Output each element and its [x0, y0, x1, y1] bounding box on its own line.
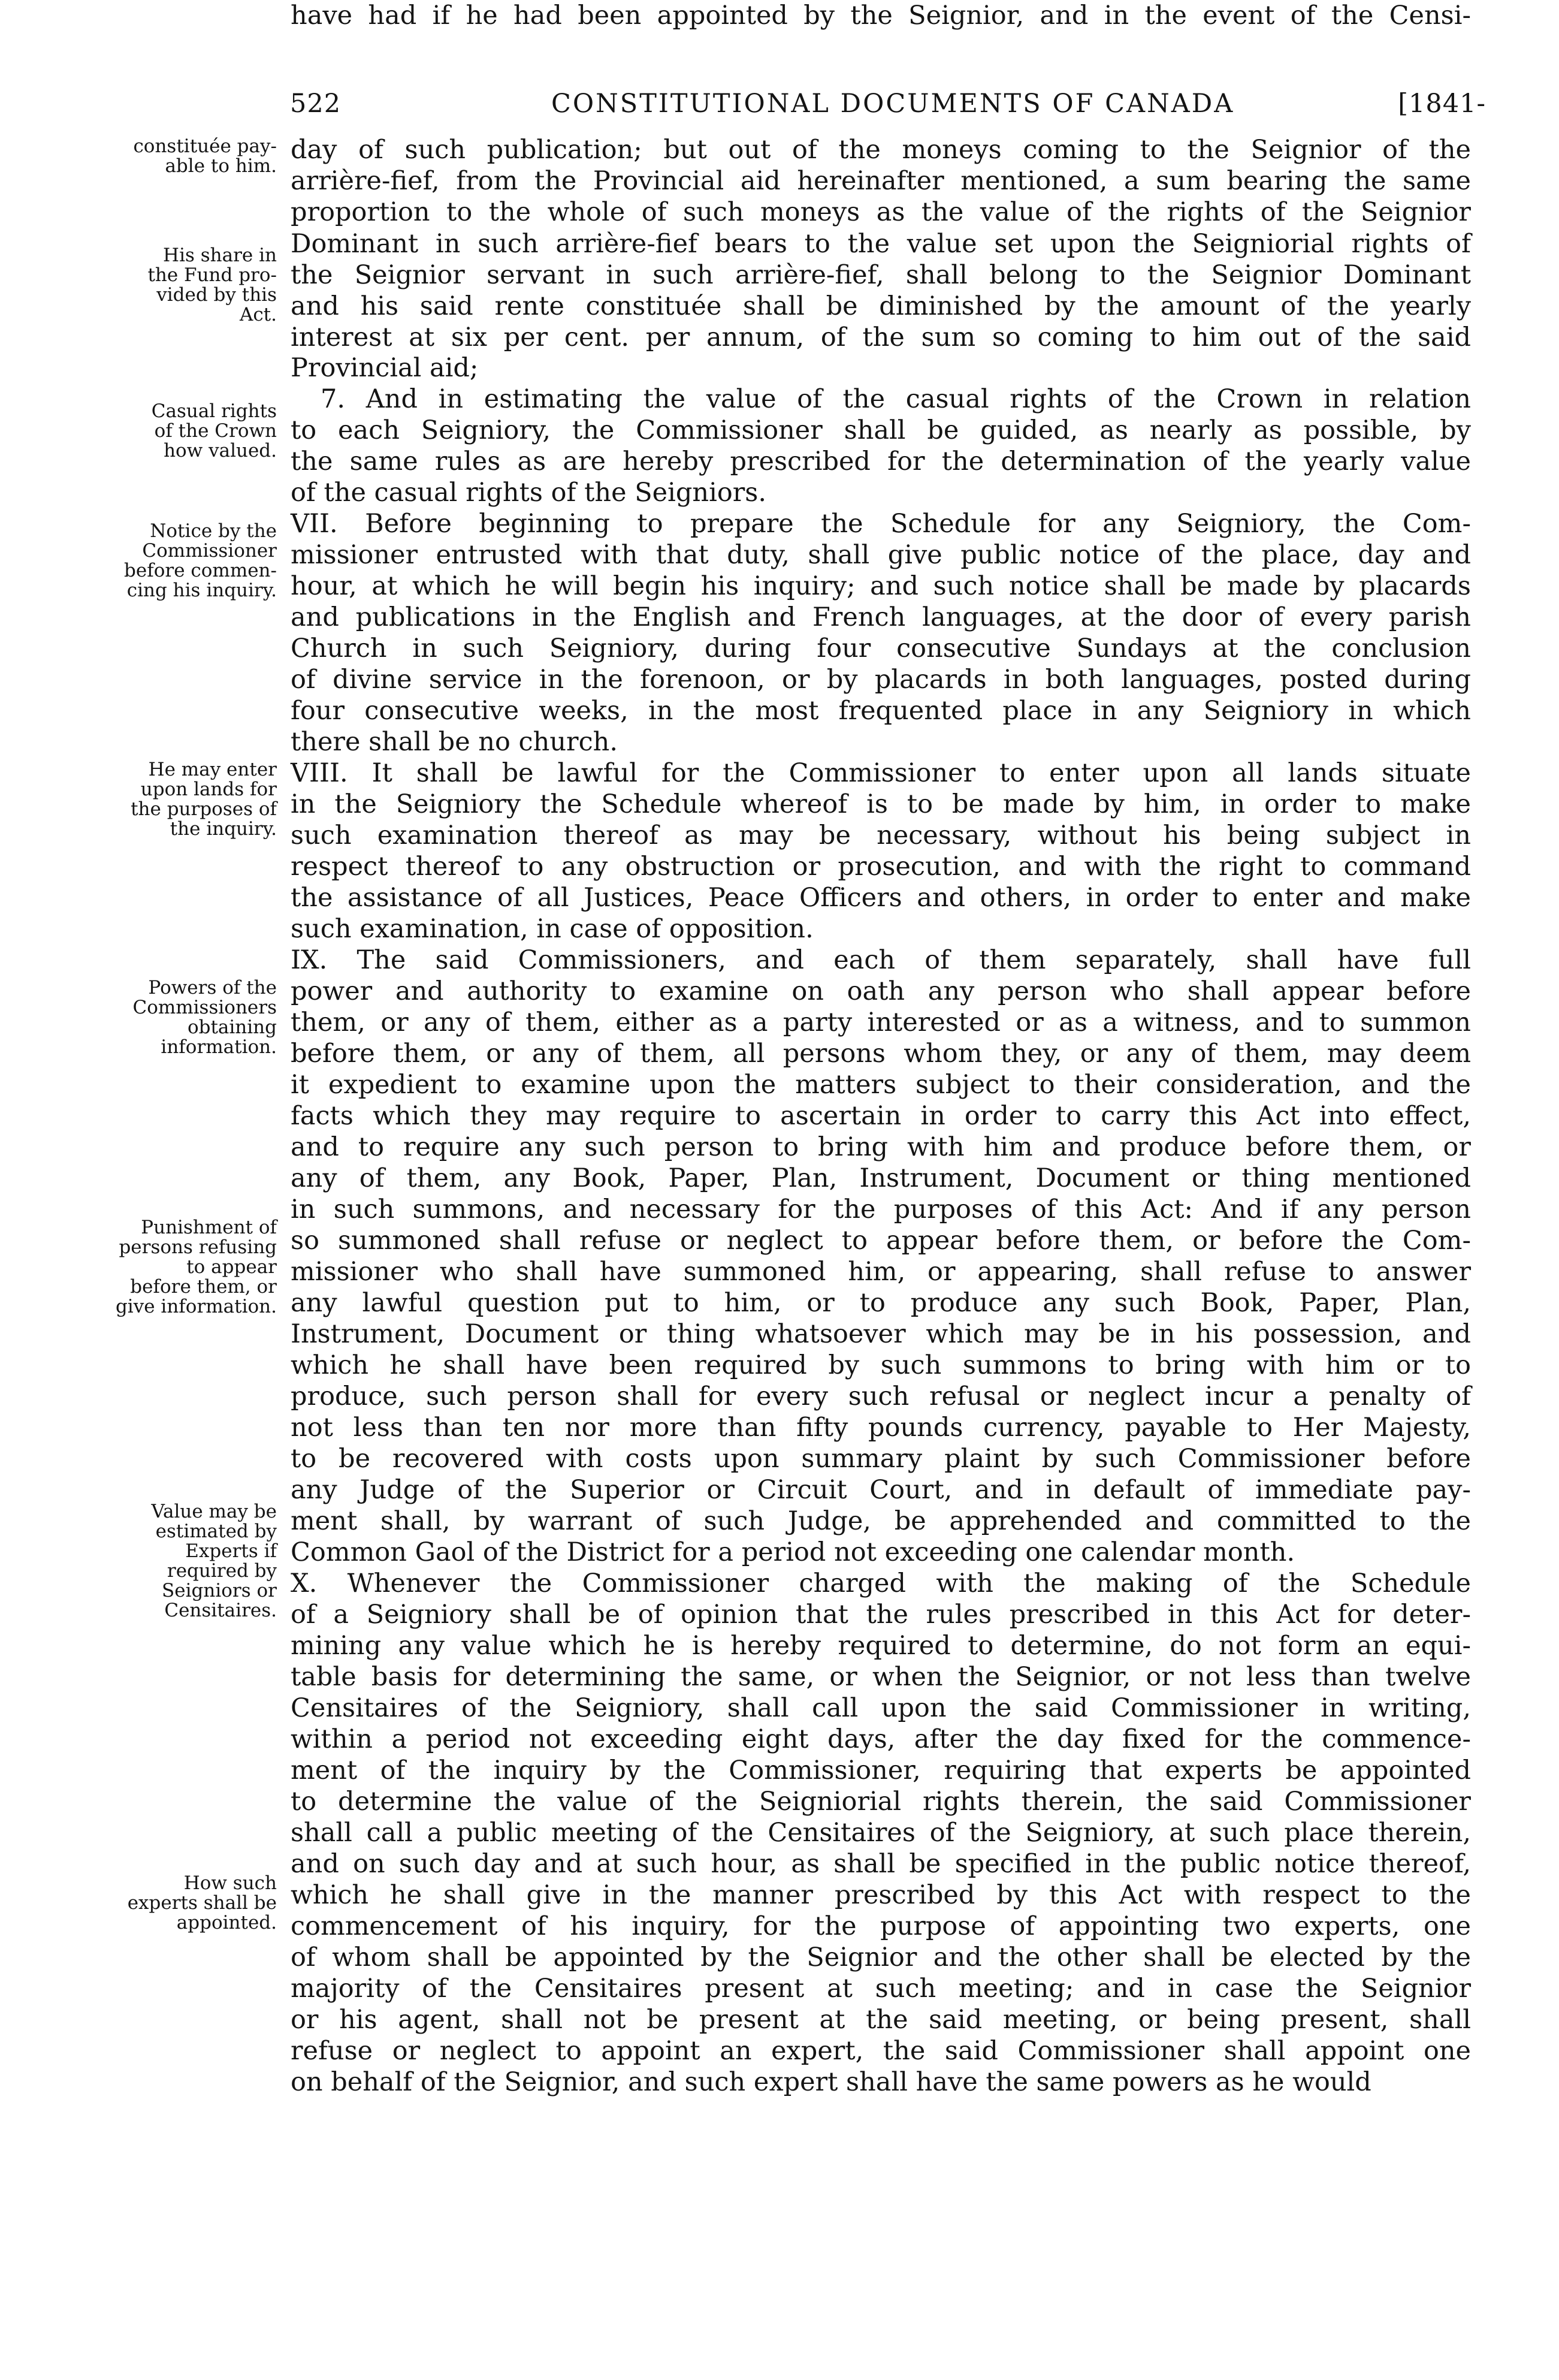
- margin-note-line: Commissioner: [142, 540, 277, 562]
- margin-note-line: He may enter: [148, 759, 277, 780]
- margin-note: [49, 1218, 277, 1317]
- margin-note-line: give information.: [115, 1296, 277, 1317]
- body-line: missioner who shall have summoned him, or appearing, shall refuse to answer: [291, 1257, 1471, 1287]
- body-line: commencement of his inquiry, for the purpose of appointing two experts, one: [291, 1911, 1471, 1941]
- margin-note: [49, 521, 277, 601]
- margin-note-line: Commissioners: [132, 997, 277, 1018]
- year-marker: [1841-: [1398, 89, 1486, 119]
- body-line: to be recovered with costs upon summary plaint by such Commissioner before: [291, 1444, 1471, 1474]
- margin-note-line: Censitaires.: [164, 1600, 277, 1621]
- margin-note-line: to appear: [186, 1256, 277, 1278]
- body-line: before them, or any of them, all persons whom they, or any of them, may deem: [291, 1039, 1471, 1069]
- body-line: VII. Before beginning to prepare the Schedule for any Seigniory, the Com-: [291, 509, 1471, 539]
- margin-note-line: Casual rights: [151, 400, 277, 422]
- margin-note-line: Seigniors or: [162, 1580, 277, 1601]
- margin-note-line: able to him.: [165, 155, 277, 177]
- margin-note-line: constituée pay-: [133, 135, 277, 157]
- body-line: facts which they may require to ascertain in order to carry this Act into effect,: [291, 1101, 1471, 1131]
- body-line: power and authority to examine on oath any person who shall appear before: [291, 976, 1471, 1006]
- body-line: 7. And in estimating the value of the casual rights of the Crown in relation: [321, 384, 1471, 414]
- body-line: such examination thereof as may be necessary, without his being subject in: [291, 821, 1471, 850]
- margin-note-line: of the Crown: [154, 420, 277, 442]
- margin-note-line: Punishment of: [141, 1217, 277, 1238]
- body-line: and to require any such person to bring with him and produce before them, or: [291, 1132, 1471, 1162]
- margin-note: [49, 402, 277, 461]
- body-line: mining any value which he is hereby required to determine, do not form an equi-: [291, 1631, 1471, 1661]
- body-line: Provincial aid;: [291, 353, 479, 383]
- body-line: of divine service in the forenoon, or by placards in both languages, posted during: [291, 665, 1471, 695]
- body-line: it expedient to examine upon the matters subject to their consideration, and the: [291, 1070, 1471, 1100]
- body-line: of the casual rights of the Seigniors.: [291, 478, 767, 508]
- body-line: have had if he had been appointed by the Seignior, and in the event of the Censi-: [291, 1, 1471, 31]
- body-line: IX. The said Commissioners, and each of them separately, shall have full: [291, 945, 1471, 975]
- body-line: shall call a public meeting of the Censitaires of the Seigniory, at such place therein,: [291, 1818, 1471, 1848]
- body-line: in such summons, and necessary for the purposes of this Act: And if any person: [291, 1194, 1471, 1224]
- body-line: so summoned shall refuse or neglect to appear before them, or before the Com-: [291, 1226, 1471, 1256]
- body-line: them, or any of them, either as a party interested or as a witness, and to summon: [291, 1007, 1471, 1037]
- margin-note-line: the Fund pro-: [147, 264, 277, 286]
- body-line: missioner entrusted with that duty, shall give public notice of the place, day and: [291, 540, 1471, 570]
- margin-note-line: His share in: [163, 245, 277, 266]
- margin-note-line: estimated by: [155, 1521, 277, 1542]
- margin-note-line: persons refusing: [119, 1236, 277, 1258]
- body-line: majority of the Censitaires present at such meeting; and in case the Seignior: [291, 1974, 1471, 2004]
- body-line: hour, at which he will begin his inquiry; and such notice shall be made by placards: [291, 571, 1471, 601]
- running-title: CONSTITUTIONAL DOCUMENTS OF CANADA: [551, 89, 1235, 119]
- margin-note-line: before commen-: [124, 560, 277, 581]
- body-line: any Judge of the Superior or Circuit Court, and in default of immediate pay-: [291, 1475, 1471, 1505]
- body-line: on behalf of the Seignior, and such expert shall have the same powers as he would: [291, 2067, 1371, 2097]
- body-line: four consecutive weeks, in the most frequented place in any Seigniory in which: [291, 696, 1471, 726]
- body-line: Dominant in such arrière-fief bears to the value set upon the Seigniorial rights of: [291, 229, 1471, 259]
- page-number: 522: [290, 89, 342, 119]
- margin-note-line: cing his inquiry.: [126, 580, 277, 601]
- margin-note-line: Notice by the: [150, 520, 277, 542]
- body-line: ment shall, by warrant of such Judge, be apprehended and committed to the: [291, 1506, 1471, 1536]
- body-line: refuse or neglect to appoint an expert, the said Commissioner shall appoint one: [291, 2036, 1471, 2066]
- body-line: and publications in the English and French languages, at the door of every parish: [291, 602, 1471, 632]
- margin-note-line: experts shall be: [127, 1892, 277, 1914]
- body-line: day of such publication; but out of the moneys coming to the Seignior of the: [291, 135, 1471, 165]
- page-header: [288, 89, 1486, 131]
- margin-note: [49, 1502, 277, 1621]
- margin-note: [49, 978, 277, 1057]
- body-line: proportion to the whole of such moneys as the value of the rights of the Seignior: [291, 197, 1471, 227]
- body-line: interest at six per cent. per annum, of the sum so coming to him out of the said: [291, 322, 1471, 352]
- body-line: Censitaires of the Seigniory, shall call upon the said Commissioner in writing,: [291, 1693, 1471, 1723]
- margin-note-line: information.: [161, 1036, 277, 1058]
- margin-note-line: how valued.: [164, 440, 277, 461]
- margin-note-line: Powers of the: [148, 977, 277, 999]
- body-line: of a Seigniory shall be of opinion that the rules prescribed in this Act for deter-: [291, 1600, 1471, 1630]
- margin-note-line: the purposes of: [131, 798, 277, 820]
- margin-note-line: before them, or: [130, 1276, 277, 1298]
- body-line: table basis for determining the same, or when the Seignior, or not less than twelve: [291, 1662, 1471, 1692]
- body-line: within a period not exceeding eight days, after the day fixed for the commence-: [291, 1724, 1471, 1754]
- margin-note-line: How such: [183, 1872, 277, 1894]
- margin-note-line: the inquiry.: [170, 818, 277, 840]
- body-line: any of them, any Book, Paper, Plan, Instrument, Document or thing mentioned: [291, 1163, 1471, 1193]
- body-line: ment of the inquiry by the Commissioner, requiring that experts be appointed: [291, 1755, 1471, 1785]
- body-line: which he shall give in the manner prescribed by this Act with respect to the: [291, 1880, 1471, 1910]
- body-line: and his said rente constituée shall be diminished by the amount of the yearly: [291, 291, 1471, 321]
- body-line: there shall be no church.: [291, 727, 618, 757]
- margin-note-line: obtaining: [187, 1016, 277, 1038]
- body-line: which he shall have been required by such summons to bring with him or to: [291, 1350, 1471, 1380]
- body-line: the assistance of all Justices, Peace Officers and others, in order to enter and make: [291, 883, 1471, 913]
- body-line: to determine the value of the Seigniorial rights therein, the said Commissioner: [291, 1787, 1471, 1817]
- body-line: Common Gaol of the District for a period not exceeding one calendar month.: [291, 1537, 1295, 1567]
- body-line: not less than ten nor more than fifty pounds currency, payable to Her Majesty,: [291, 1413, 1471, 1443]
- margin-note-line: appointed.: [176, 1912, 277, 1933]
- body-line: X. Whenever the Commissioner charged with the making of the Schedule: [291, 1568, 1471, 1598]
- body-line: Instrument, Document or thing whatsoever which may be in his possession, and: [291, 1319, 1471, 1349]
- margin-note-line: required by: [167, 1560, 277, 1582]
- margin-note-line: Act.: [239, 304, 277, 325]
- margin-note-line: upon lands for: [140, 779, 277, 800]
- body-line: any lawful question put to him, or to produce any such Book, Paper, Plan,: [291, 1288, 1471, 1318]
- margin-note-line: Experts if: [185, 1540, 277, 1562]
- body-line: arrière-fief, from the Provincial aid hereinafter mentioned, a sum bearing the same: [291, 166, 1471, 196]
- body-line: and on such day and at such hour, as shall be specified in the public notice thereof,: [291, 1849, 1471, 1879]
- body-line: or his agent, shall not be present at the said meeting, or being present, shall: [291, 2005, 1471, 2035]
- body-line: of whom shall be appointed by the Seignior and the other shall be elected by the: [291, 1942, 1471, 1972]
- margin-note: [49, 1874, 277, 1933]
- margin-note: [49, 246, 277, 325]
- body-line: the same rules as are hereby prescribed for the determination of the yearly value: [291, 447, 1471, 476]
- body-line: respect thereof to any obstruction or prosecution, and with the right to command: [291, 852, 1471, 882]
- body-line: VIII. It shall be lawful for the Commissioner to enter upon all lands situate: [291, 758, 1471, 788]
- body-line: in the Seigniory the Schedule whereof is to be made by him, in order to make: [291, 789, 1471, 819]
- body-line: Church in such Seigniory, during four consecutive Sundays at the conclusion: [291, 634, 1471, 663]
- body-line: to each Seigniory, the Commissioner shall be guided, as nearly as possible, by: [291, 415, 1471, 445]
- margin-note: [49, 760, 277, 839]
- body-line: produce, such person shall for every such refusal or neglect incur a penalty of: [291, 1381, 1471, 1411]
- margin-note-line: vided by this: [156, 284, 277, 306]
- margin-note-line: Value may be: [151, 1501, 277, 1522]
- body-line: the Seignior servant in such arrière-fief, shall belong to the Seignior Dominant: [291, 260, 1471, 290]
- margin-note: [49, 137, 277, 176]
- body-line: such examination, in case of opposition.: [291, 914, 814, 944]
